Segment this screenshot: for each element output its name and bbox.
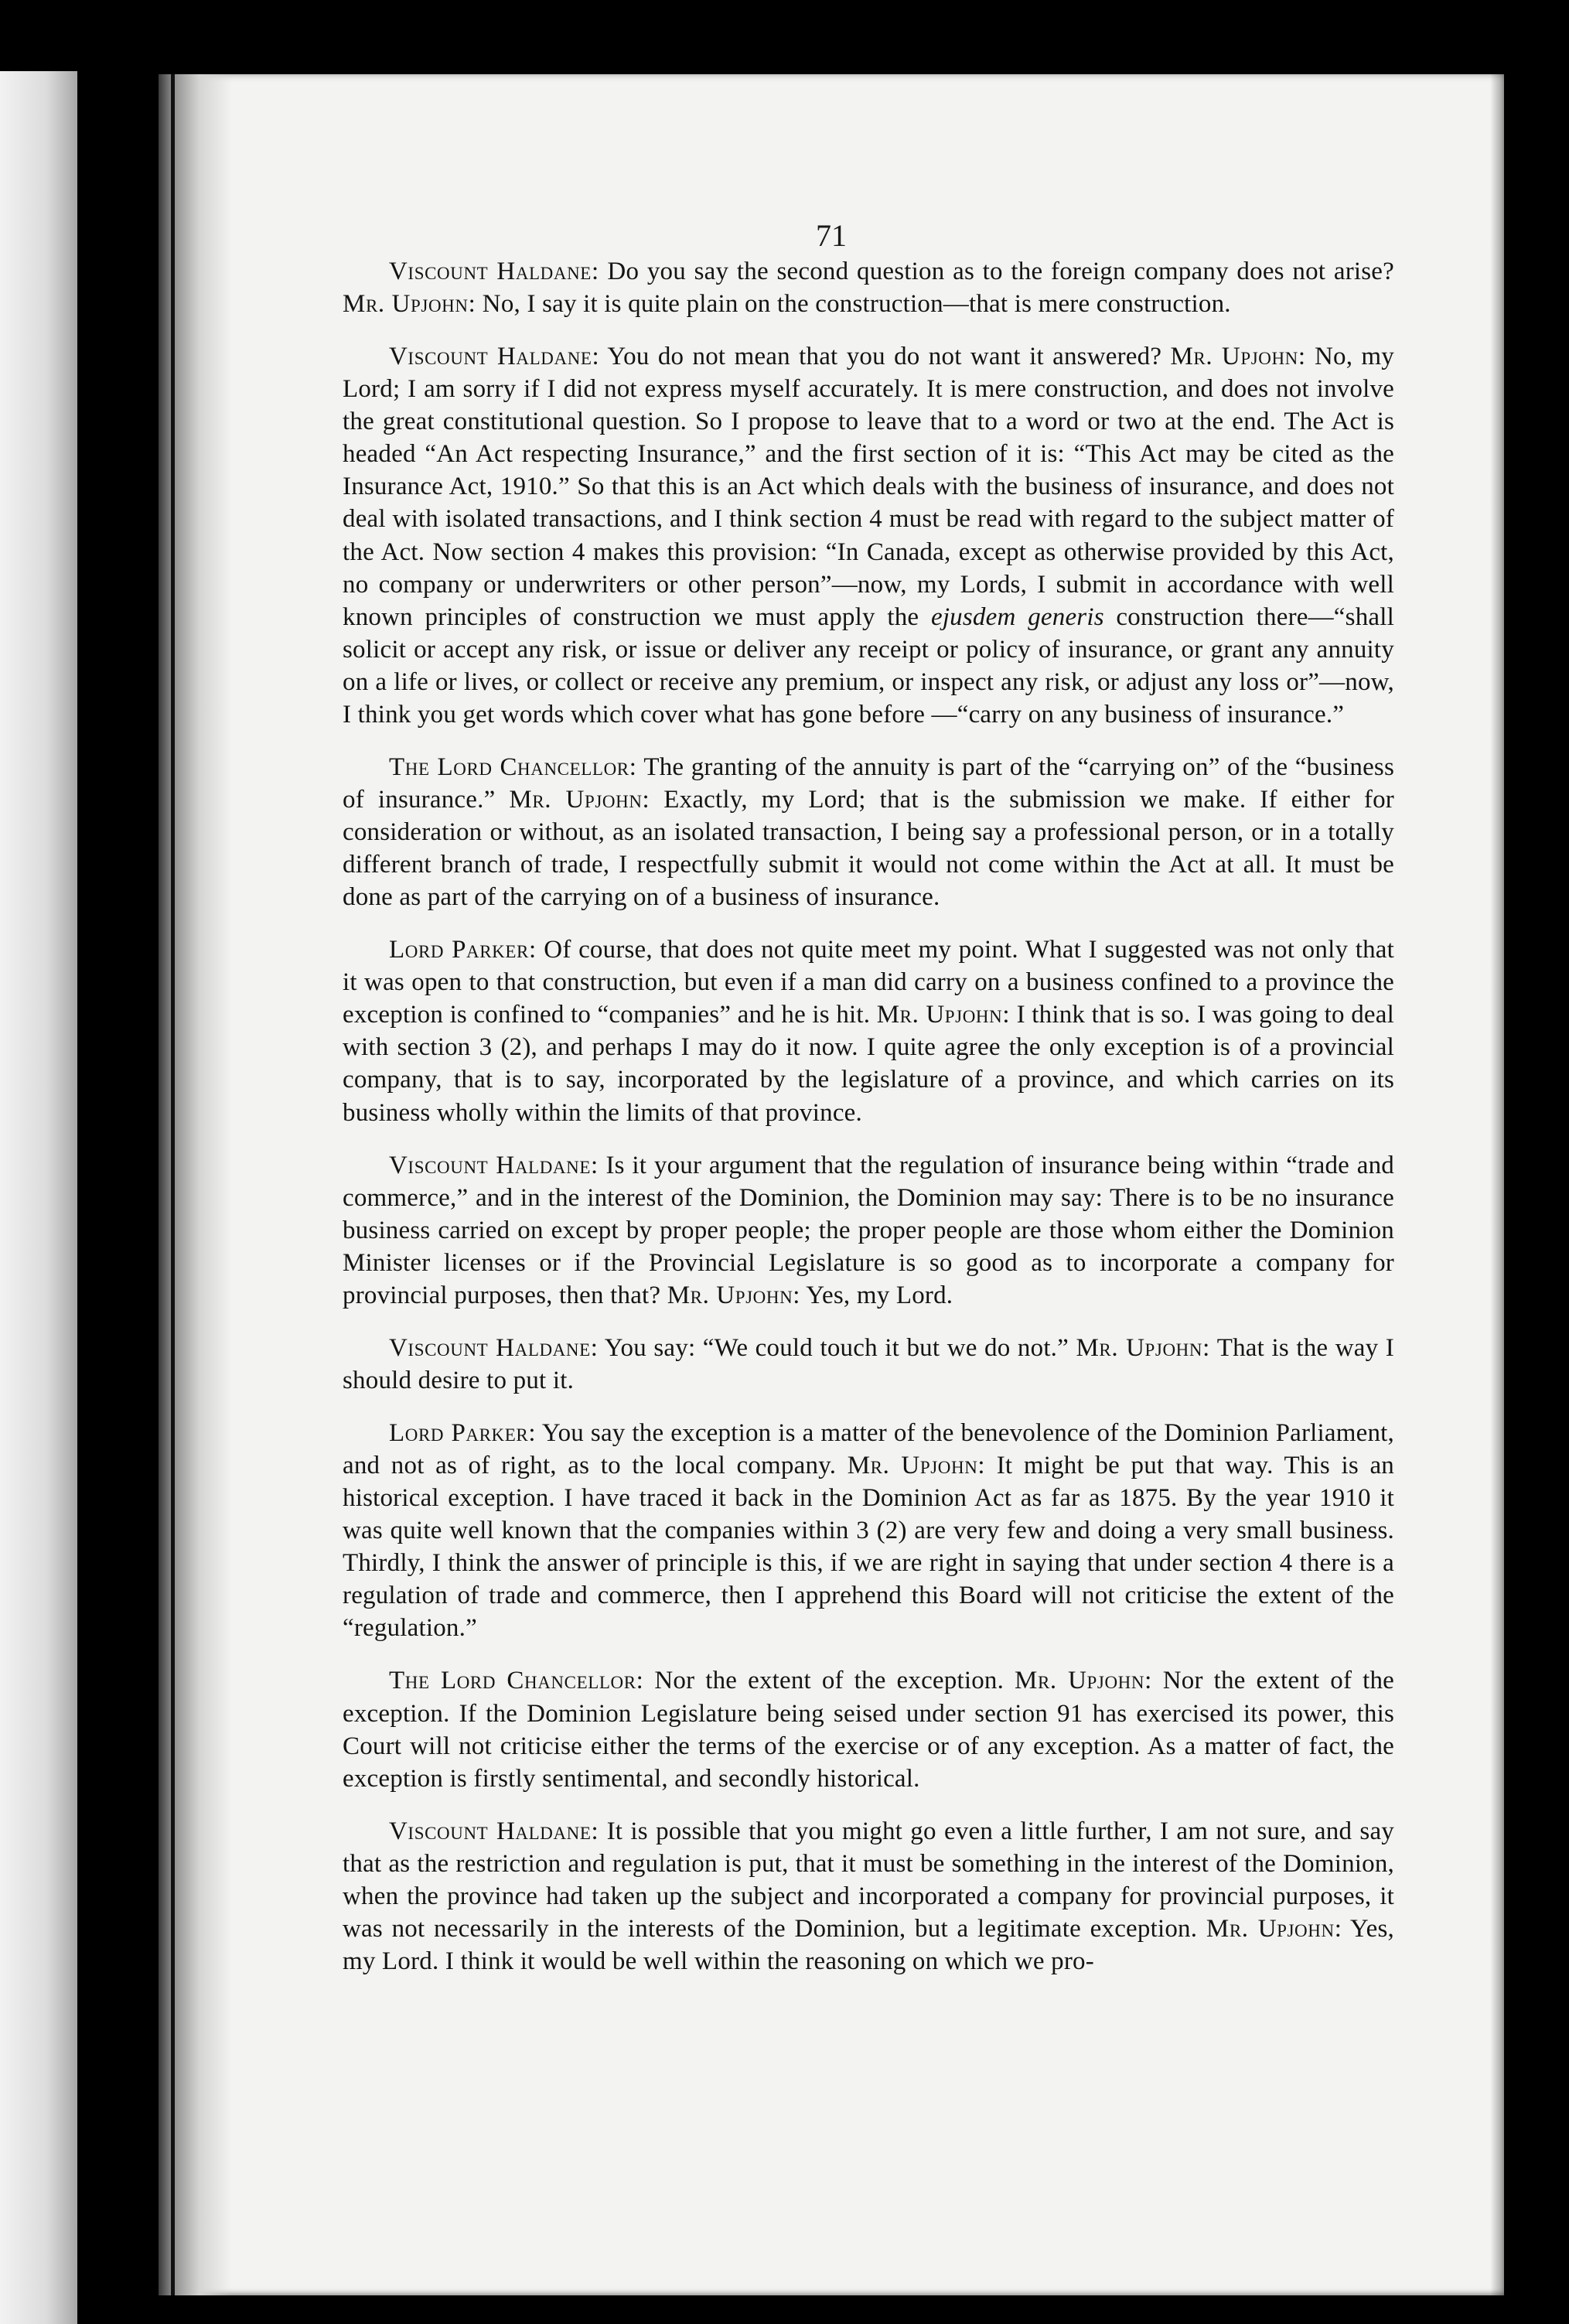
speaker-name: Mr. Upjohn:: [1076, 1333, 1210, 1362]
binding-gutter: [159, 74, 232, 2295]
speaker-name: Mr. Upjohn:: [667, 1281, 801, 1309]
speaker-name: Lord Parker:: [389, 936, 537, 964]
page-body: [343, 255, 1394, 1998]
scan-left-margin: [0, 71, 77, 2324]
speaker-name: Mr. Upjohn:: [847, 1452, 986, 1480]
paragraph-text: It is possible that you might go even a little further, I am not sure, and say that as the restriction and regulation is put, that it must be something in the interest of the Dominion, when the province had taken up the subject and incorporated a company for provincial purposes, it was not necessarily in the interests of the Dominion, but a legitimate exception.: [343, 1817, 1394, 1943]
paragraph: [343, 1664, 1394, 1794]
paragraph-text: Nor the extent of the exception.: [643, 1667, 1015, 1695]
speaker-name: Mr. Upjohn:: [1015, 1667, 1152, 1695]
binding-edge-line: [171, 74, 175, 2295]
paragraph-text: I think that is so. I was going to deal with section 3 (2), and perhaps I may do it now. I quite agree the only exception is of a provincial company, that is to say, incorporated by the legislature of a province, and which carries on its business wholly within the limits of that province.: [343, 1001, 1394, 1127]
speaker-name: The Lord Chancellor:: [389, 1667, 644, 1695]
paragraph-text: Yes, my Lord. I think it would be well within the reasoning on which we pro-: [343, 1914, 1394, 1975]
paragraph: [343, 255, 1394, 320]
speaker-name: The Lord Chancellor:: [389, 752, 637, 781]
speaker-name: Viscount Haldane:: [389, 1817, 599, 1845]
paragraph-text: No, I say it is quite plain on the construction—that is mere construction.: [476, 290, 1231, 319]
speaker-name: Mr. Upjohn:: [343, 290, 476, 319]
paragraph-text: That is the way I should desire to put it.: [343, 1333, 1394, 1394]
page-right-edge: [1490, 74, 1504, 2295]
paragraph: [343, 1417, 1394, 1644]
speaker-name: Mr. Upjohn:: [1206, 1914, 1342, 1943]
paragraph: [343, 340, 1394, 731]
speaker-name: Viscount Haldane:: [389, 1151, 599, 1179]
paragraph-text: Exactly, my Lord; that is the submission we make. If either for consideration or without, as an isolated transaction, I being say a professional person, or in a totally different branch of trade, I respectfully submit it would not come within the Act at all. It must be done as part of the carrying on of a business of insurance.: [343, 785, 1394, 912]
page-number: 71: [816, 218, 847, 253]
speaker-name: Mr. Upjohn:: [876, 1001, 1011, 1029]
paragraph: [343, 751, 1394, 913]
paragraph-text: You do not mean that you do not want it answered?: [599, 343, 1171, 371]
speaker-name: Mr. Upjohn:: [1170, 343, 1306, 371]
paragraph-text: You say the exception is a matter of the benevolence of the Dominion Parliament, and not as of right, as to the local company.: [343, 1419, 1394, 1480]
paragraph-text: Do you say the second question as to the foreign company does not arise?: [599, 258, 1394, 285]
paragraph-text: It might be put that way. This is an historical exception. I have traced it back in the Dominion Act as far as 1875. By the year 1910 it was quite well known that the companies within 3 (2) are very few and doing a very small business. Thirdly, I think the answer of principle is this, if we are right in saying that under section 4 there is a regulation of trade and commerce, then I apprehend this Board will not criticise the extent of the “regulation.”: [343, 1452, 1394, 1643]
paragraph: [343, 1149, 1394, 1312]
paragraph-text: The granting of the annuity is part of the “carrying on” of the “business of insurance.”: [343, 752, 1395, 814]
speaker-name: Viscount Haldane:: [389, 258, 599, 285]
paragraph: [343, 933, 1394, 1128]
speaker-name: Viscount Haldane:: [389, 343, 600, 371]
paragraph: [343, 1332, 1394, 1397]
speaker-name: Viscount Haldane:: [389, 1333, 599, 1362]
paragraph-text: You say: “We could touch it but we do not.”: [598, 1333, 1076, 1362]
paragraph-text: Nor the extent of the exception. If the Dominion Legislature being seised under section 91 has exercised its power, this Court will not criticise either the terms of the exercise or of any exception. As a matter of fact, the exception is firstly sentimental, and secondly historical.: [343, 1667, 1394, 1793]
italic-phrase: ejusdem generis: [930, 602, 1104, 631]
paragraph: [343, 1815, 1394, 1978]
paragraph-text: Yes, my Lord.: [800, 1281, 953, 1309]
paragraph-text: Is it your argument that the regulation of insurance being within “trade and commerce,” and in the interest of the Dominion, the Dominion may say: There is to be no insurance business carried on except by proper people; the proper people are those whom either the Dominion Minister licenses or if the Provincial Legislature is so good as to incorporate a company for provincial purposes, then that?: [343, 1151, 1394, 1309]
speaker-name: Mr. Upjohn:: [509, 785, 650, 814]
speaker-name: Lord Parker:: [389, 1419, 537, 1447]
paragraph-text: No, my Lord; I am sorry if I did not express myself accurately. It is mere construction, and does not involve the great constitutional question. So I propose to leave that to a word or two at the end. The Act is headed “An Act respecting Insurance,” and the first section of it is: “This Act may be cited as the Insurance Act, 1910.” So that this is an Act which deals with the business of insurance, and does not deal with isolated transactions, and I think section 4 must be read with regard to the subject matter of the Act. Now section 4 makes this provision: “In Canada, except as otherwise provided by this Act, no company or underwriters or other person”—now, my Lords, I submit in accordance with well known principles of construction we must apply the: [343, 343, 1395, 631]
paragraph-text: construction there—“shall solicit or accept any risk, or issue or deliver any receipt or policy of insurance, or grant any annuity on a life or lives, or collect or receive any premium, or inspect any risk, or adjust any loss or”—now, I think you get words which cover what has gone before —“carry on any business of insurance.”: [343, 602, 1394, 729]
paragraph-text: Of course, that does not quite meet my point. What I suggested was not only that it was open to that construction, but even if a man did carry on a business confined to a province the exception is confined to “companies” and he is hit.: [343, 936, 1394, 1029]
